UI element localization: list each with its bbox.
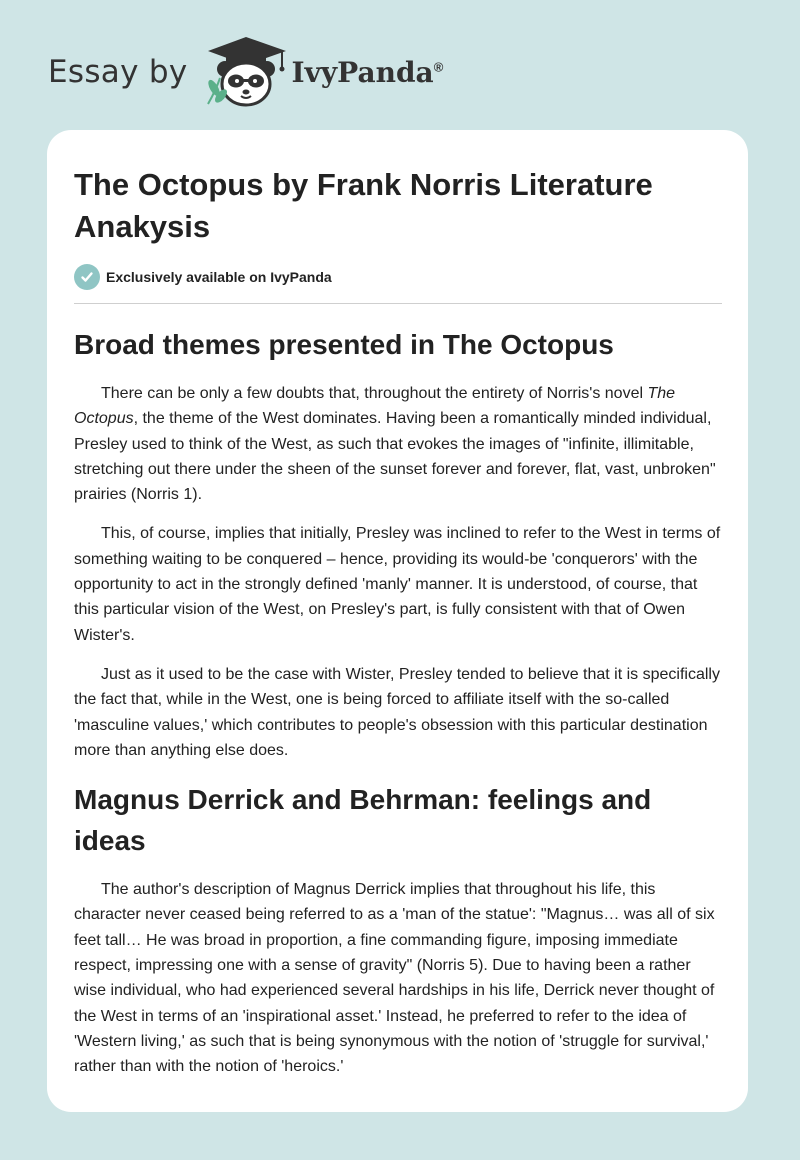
section-heading: Broad themes presented in The Octopus [74, 329, 614, 360]
brand-name[interactable] [292, 56, 444, 89]
exclusive-badge [74, 264, 722, 290]
article-card [47, 130, 748, 1112]
paragraph: The author's description of Magnus Derrick implies that throughout his life, this character never ceased being referred to as a 'man of the statue': "Magnus… was all of six feet tall… He was broad in proportion, a fine commanding figure, imposing immediate respect, impressing one with a sense of gravity" (Norris 5). Due to having been a rather wise individual, who had experienced several hardships in his life, Derrick never thought of the West in terms of an 'inspirational asset.' Instead, he preferred to refer to the idea of 'Western living,' as such that is being synonymous with the notion of 'struggle for survival,' rather than with the notion of 'heroics.' [74, 881, 715, 1076]
paragraph: This, of course, implies that initially, Presley was inclined to refer to the West in terms of something waiting to be conquered – hence, providing its would-be 'conquerors' with the opportunity to act in the strongly defined 'manly' manner. It is understood, of course, that this particular vision of the West, on Presley's part, is fully consistent with that of Owen Wister's. [74, 525, 721, 644]
site-header [48, 32, 443, 112]
brand-text: IvyPanda [291, 55, 434, 89]
essay-by-label: Essay by [48, 54, 188, 90]
book-title-italic: The Octopus [74, 385, 676, 428]
panda-graduation-cap-icon[interactable] [202, 34, 290, 110]
paragraph: Just as it used to be the case with Wister, Presley tended to believe that it is specifically the fact that, while in the West, one is being forced to affiliate itself with the so-called 'masculine values,' which contributes to people's obsession with this particular destination more than anything else does. [74, 665, 720, 759]
paragraph: There can be only a few doubts that, throughout the entirety of Norris's novel The Octopus, the theme of the West dominates. Having been a romantically minded individual, Presley used to think of the West, as such that evokes the images of "infinite, illimitable, stretching out there under the sheen of the sunset forever and forever, flat, vast, unbroken" prairies (Norris 1). [74, 385, 716, 504]
check-circle-icon [74, 264, 100, 290]
exclusive-badge-text: Exclusively available on IvyPanda [106, 269, 332, 285]
divider [74, 303, 722, 304]
page-title: The Octopus by Frank Norris Literature Anakysis [74, 167, 653, 244]
section-heading: Magnus Derrick and Behrman: feelings and ideas [74, 784, 652, 857]
registered-mark: ® [433, 59, 444, 75]
